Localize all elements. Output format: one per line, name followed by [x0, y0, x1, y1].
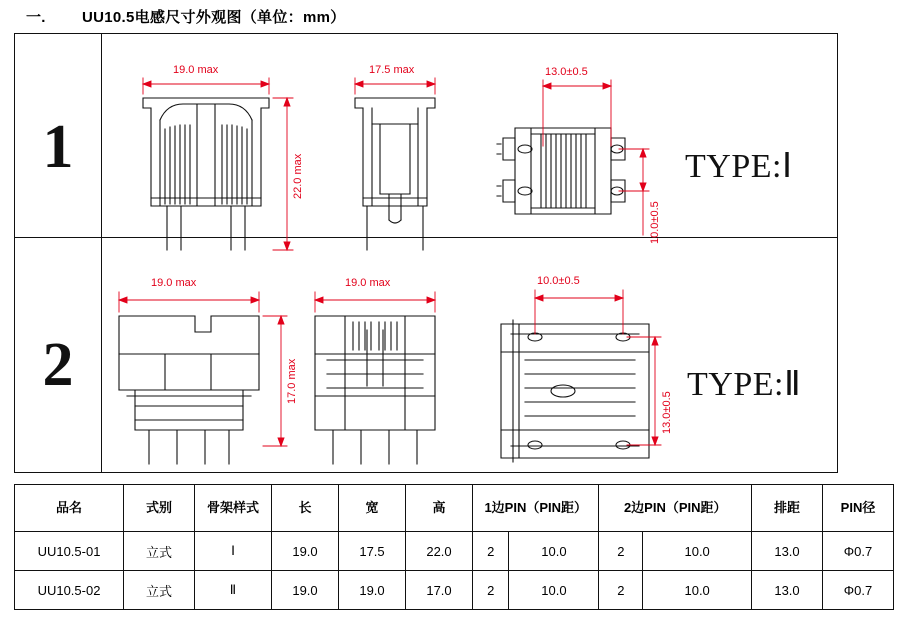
spec-header-bobbin: 骨架样式 [195, 485, 272, 532]
spec-header-width: 宽 [339, 485, 406, 532]
dimension-label-r1-side-width: 17.5 max [369, 64, 415, 76]
cell-width: 17.5 [339, 532, 406, 571]
cell-bobbin: Ⅰ [195, 532, 272, 571]
cell-row-pitch: 13.0 [752, 571, 823, 610]
spec-header-row-pitch: 排距 [752, 485, 823, 532]
cell-style: 立式 [124, 571, 195, 610]
drawing-row-number-1: 1 [42, 113, 74, 181]
cell-length: 19.0 [272, 532, 339, 571]
table-row [15, 532, 894, 571]
page-title-text: UU10.5电感尺寸外观图（单位：mm） [82, 9, 346, 26]
cell-height: 22.0 [406, 532, 473, 571]
type-label-1: TYPE:Ⅰ [685, 148, 793, 185]
dimension-label-r1-top-height: 10.0±0.5 [649, 201, 661, 244]
spec-table-header-row [15, 485, 894, 532]
cell-pin2-pitch: 10.0 [643, 571, 752, 610]
dimension-label-r1-front-height: 22.0 max [292, 153, 304, 199]
dimension-label-r1-top-width: 13.0±0.5 [545, 66, 588, 78]
spec-header-style: 式别 [124, 485, 195, 532]
spec-header-pin-dia: PIN径 [823, 485, 894, 532]
cell-row-pitch: 13.0 [752, 532, 823, 571]
spec-header-name: 品名 [15, 485, 124, 532]
dimension-label-r2-front-height: 17.0 max [286, 358, 298, 404]
dimension-label-r2-top-width: 10.0±0.5 [537, 275, 580, 287]
page-title-number: 一. [26, 9, 46, 26]
table-row [15, 571, 894, 610]
dimension-label-r2-top-height: 13.0±0.5 [661, 391, 673, 434]
cell-pin1-pitch: 10.0 [509, 532, 599, 571]
type-label-2: TYPE:Ⅱ [687, 366, 802, 403]
dimension-label-r1-front-width: 19.0 max [173, 64, 219, 76]
cell-pin1-count: 2 [473, 532, 509, 571]
cell-style: 立式 [124, 532, 195, 571]
cell-width: 19.0 [339, 571, 406, 610]
cell-pin2-count: 2 [599, 532, 643, 571]
page-title [26, 6, 346, 27]
cell-bobbin: Ⅱ [195, 571, 272, 610]
drawing-frame [14, 33, 838, 473]
cell-pin-dia: Φ0.7 [823, 571, 894, 610]
spec-header-length: 长 [272, 485, 339, 532]
dimension-label-r2-front-width: 19.0 max [151, 277, 197, 289]
drawing-row-number-2: 2 [42, 331, 74, 399]
spec-header-pin2: 2边PIN（PIN距） [599, 485, 752, 532]
inductor-technical-drawings [15, 34, 839, 474]
spec-header-pin1: 1边PIN（PIN距） [473, 485, 599, 532]
cell-length: 19.0 [272, 571, 339, 610]
cell-name: UU10.5-02 [15, 571, 124, 610]
cell-name: UU10.5-01 [15, 532, 124, 571]
cell-pin-dia: Φ0.7 [823, 532, 894, 571]
spec-table [14, 484, 894, 610]
cell-pin1-count: 2 [473, 571, 509, 610]
cell-pin2-pitch: 10.0 [643, 532, 752, 571]
spec-header-height: 高 [406, 485, 473, 532]
dimension-label-r2-side-width: 19.0 max [345, 277, 391, 289]
cell-height: 17.0 [406, 571, 473, 610]
cell-pin2-count: 2 [599, 571, 643, 610]
cell-pin1-pitch: 10.0 [509, 571, 599, 610]
